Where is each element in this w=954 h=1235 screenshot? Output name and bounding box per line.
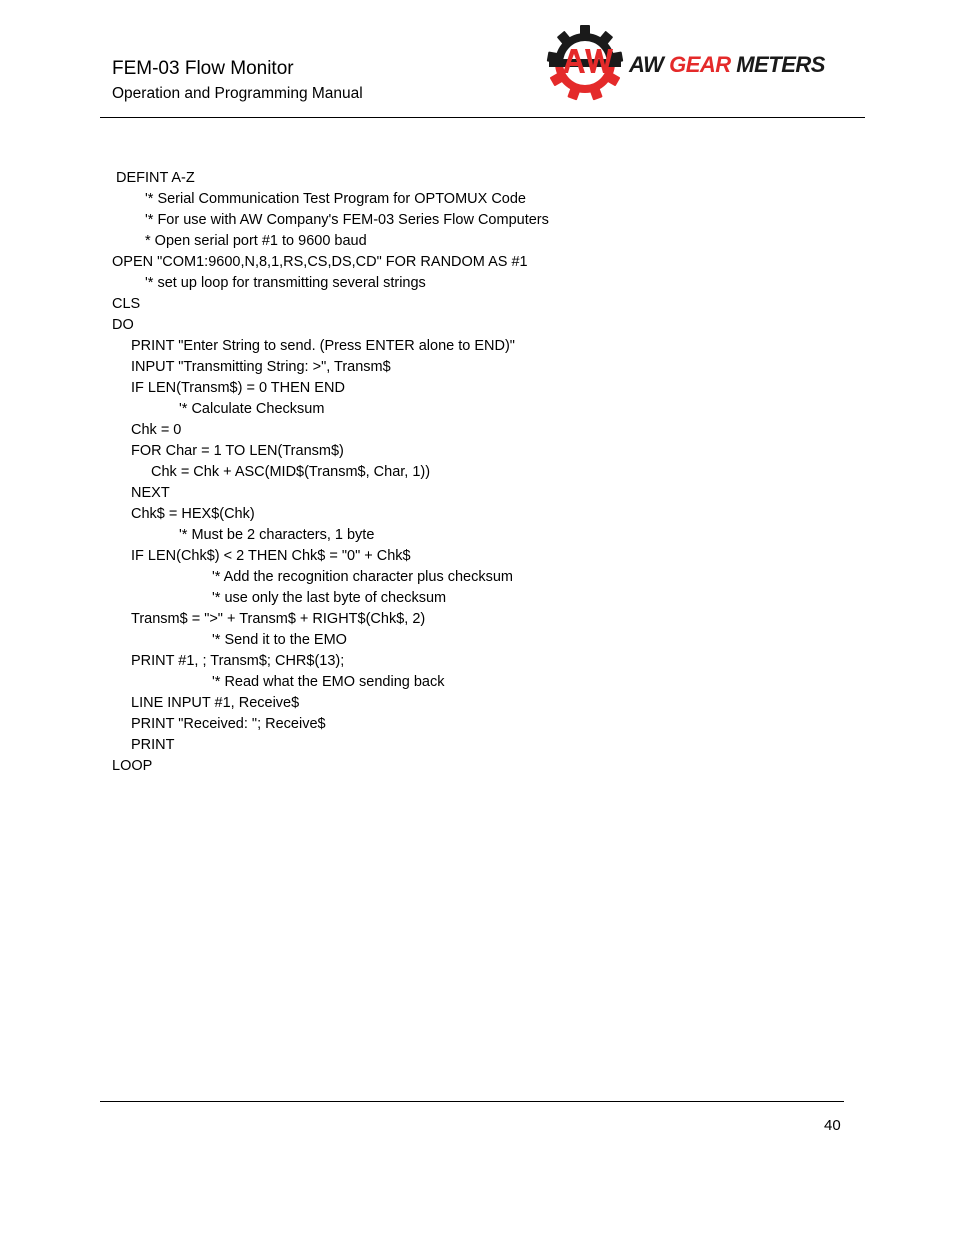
code-line: '* Must be 2 characters, 1 byte	[179, 527, 375, 543]
code-line: PRINT "Received: "; Receive$	[131, 716, 326, 732]
gear-logo-icon	[546, 24, 624, 102]
code-line: DEFINT A-Z	[116, 170, 195, 186]
code-line: Transm$ = ">" + Transm$ + RIGHT$(Chk$, 2)	[131, 611, 426, 627]
code-line: PRINT "Enter String to send. (Press ENTER alone to END)"	[131, 338, 515, 354]
code-line: INPUT "Transmitting String: >", Transm$	[131, 359, 391, 375]
document-subtitle: Operation and Programming Manual	[112, 85, 363, 102]
code-line: FOR Char = 1 TO LEN(Transm$)	[131, 443, 344, 459]
logo-meters: METERS	[736, 52, 825, 77]
aw-gear-meters-logo	[546, 24, 836, 102]
code-line: '* Add the recognition character plus checksum	[212, 569, 513, 585]
logo-gear: GEAR	[669, 52, 731, 77]
code-line: Chk = Chk + ASC(MID$(Transm$, Char, 1))	[151, 464, 431, 480]
code-line: Chk$ = HEX$(Chk)	[131, 506, 255, 522]
code-line: CLS	[112, 296, 141, 312]
code-line: '* Read what the EMO sending back	[212, 674, 445, 690]
code-line: PRINT	[131, 737, 175, 753]
code-line: LOOP	[112, 758, 153, 774]
code-line: '* use only the last byte of checksum	[212, 590, 447, 606]
code-line: PRINT #1, ; Transm$; CHR$(13);	[131, 653, 345, 669]
code-line: * Open serial port #1 to 9600 baud	[145, 233, 367, 249]
code-line: OPEN "COM1:9600,N,8,1,RS,CS,DS,CD" FOR RANDOM AS #1	[112, 254, 528, 270]
code-line: '* Calculate Checksum	[179, 401, 325, 417]
code-line: '* Send it to the EMO	[212, 632, 347, 648]
logo-aw: AW	[629, 52, 664, 77]
code-line: IF LEN(Transm$) = 0 THEN END	[131, 380, 345, 396]
document-title: FEM-03 Flow Monitor	[112, 58, 294, 79]
header-divider	[100, 117, 865, 118]
logo-wordmark	[629, 52, 825, 78]
code-line: IF LEN(Chk$) < 2 THEN Chk$ = "0" + Chk$	[131, 548, 411, 564]
code-line: DO	[112, 317, 134, 333]
footer-divider	[100, 1101, 844, 1102]
code-line: '* For use with AW Company's FEM-03 Series Flow Computers	[145, 212, 549, 228]
page-number: 40	[824, 1117, 841, 1134]
code-line: LINE INPUT #1, Receive$	[131, 695, 300, 711]
code-listing	[112, 168, 812, 777]
code-line: Chk = 0	[131, 422, 182, 438]
code-line: '* Serial Communication Test Program for OPTOMUX Code	[145, 191, 526, 207]
code-line: '* set up loop for transmitting several strings	[145, 275, 426, 291]
code-line: NEXT	[131, 485, 170, 501]
